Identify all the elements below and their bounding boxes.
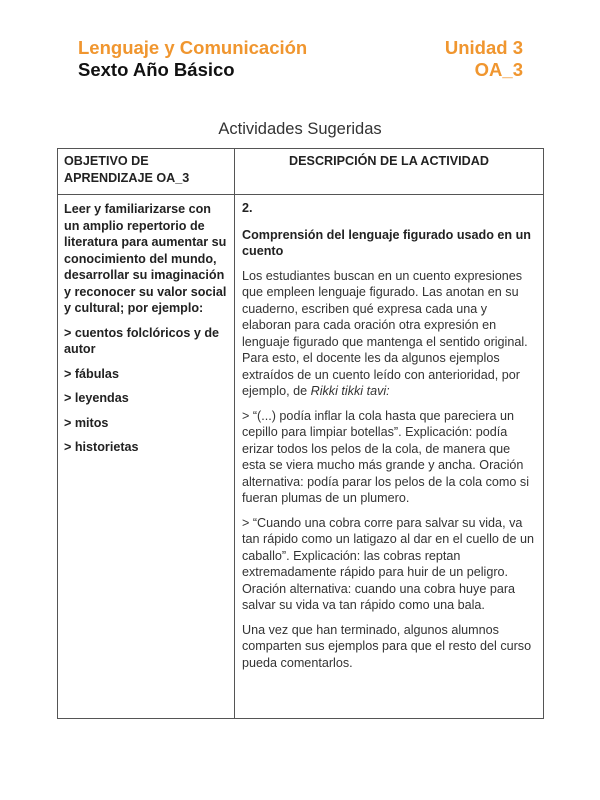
table-row xyxy=(58,195,544,719)
example-1: > “(...) podía inflar la cola hasta que pareciera un cepillo para limpiar botellas”. Explicación: podía erizar todos los pelos de la cola, de manera que esta se viera mucho más grande y ancha. Oración alternativa: podía parar los pelos de la cola como si fueran plumas de un plumero. xyxy=(242,408,530,505)
paragraph-text: Los estudiantes buscan en un cuento expresiones que empleen lenguaje figurado. Las anotan en su cuaderno, escriben qué expresa cada una y elaboran para cada oración otra expresión en lenguaje figurado que mantenga el sentido original. Para esto, el docente les da algunos ejemplos extraídos de un cuento leído con anterioridad, por ejemplo, de xyxy=(242,268,528,398)
page-title: Actividades Sugeridas xyxy=(218,120,382,138)
objective-item: > leyendas xyxy=(64,391,129,405)
activity-number: 2. xyxy=(242,201,253,215)
objective-item: > cuentos folclóricos y de autor xyxy=(64,325,220,356)
page-header xyxy=(78,37,523,81)
objective-text: Leer y familiarizarse con un amplio repertorio de literatura para aumentar su conocimiento del mundo, desarrollar su imaginación y reconocer su valor social y cultural; por ejemplo: xyxy=(64,202,227,315)
grade-label: Sexto Año Básico xyxy=(78,59,235,80)
objective-item: > fábulas xyxy=(64,366,119,381)
objective-item: > historietas xyxy=(64,440,139,454)
closing-paragraph: Una vez que han terminado, algunos alumnos comparten sus ejemplos para que el resto del curso pueda comentarlos. xyxy=(242,622,532,670)
table-header-row xyxy=(58,149,544,195)
subject-title: Lenguaje y Comunicación xyxy=(78,37,308,58)
unit-label: Unidad 3 xyxy=(444,37,523,58)
objective-header: OBJETIVO DE APRENDIZAJE OA_3 xyxy=(58,149,235,195)
activities-table xyxy=(57,148,544,719)
description-header: DESCRIPCIÓN DE LA ACTIVIDAD xyxy=(235,149,544,195)
story-title: Rikki tikki tavi: xyxy=(310,384,390,398)
description-cell xyxy=(235,195,544,719)
example-2: > “Cuando una cobra corre para salvar su vida, va tan rápido como un latigazo al dar en el cuello de un caballo”. Explicación: las cobras reptan extremadamente rápido para huir de un peligro. Oración alternativa: cuando una cobra huye para salvar su vida va tan rápido como una bala. xyxy=(242,515,534,612)
objective-cell xyxy=(58,195,235,719)
activity-paragraph xyxy=(242,268,536,400)
objective-item: > mitos xyxy=(64,415,109,430)
oa-label: OA_3 xyxy=(474,59,523,80)
activity-title: Comprensión del lenguaje figurado usado en un cuento xyxy=(242,227,531,258)
